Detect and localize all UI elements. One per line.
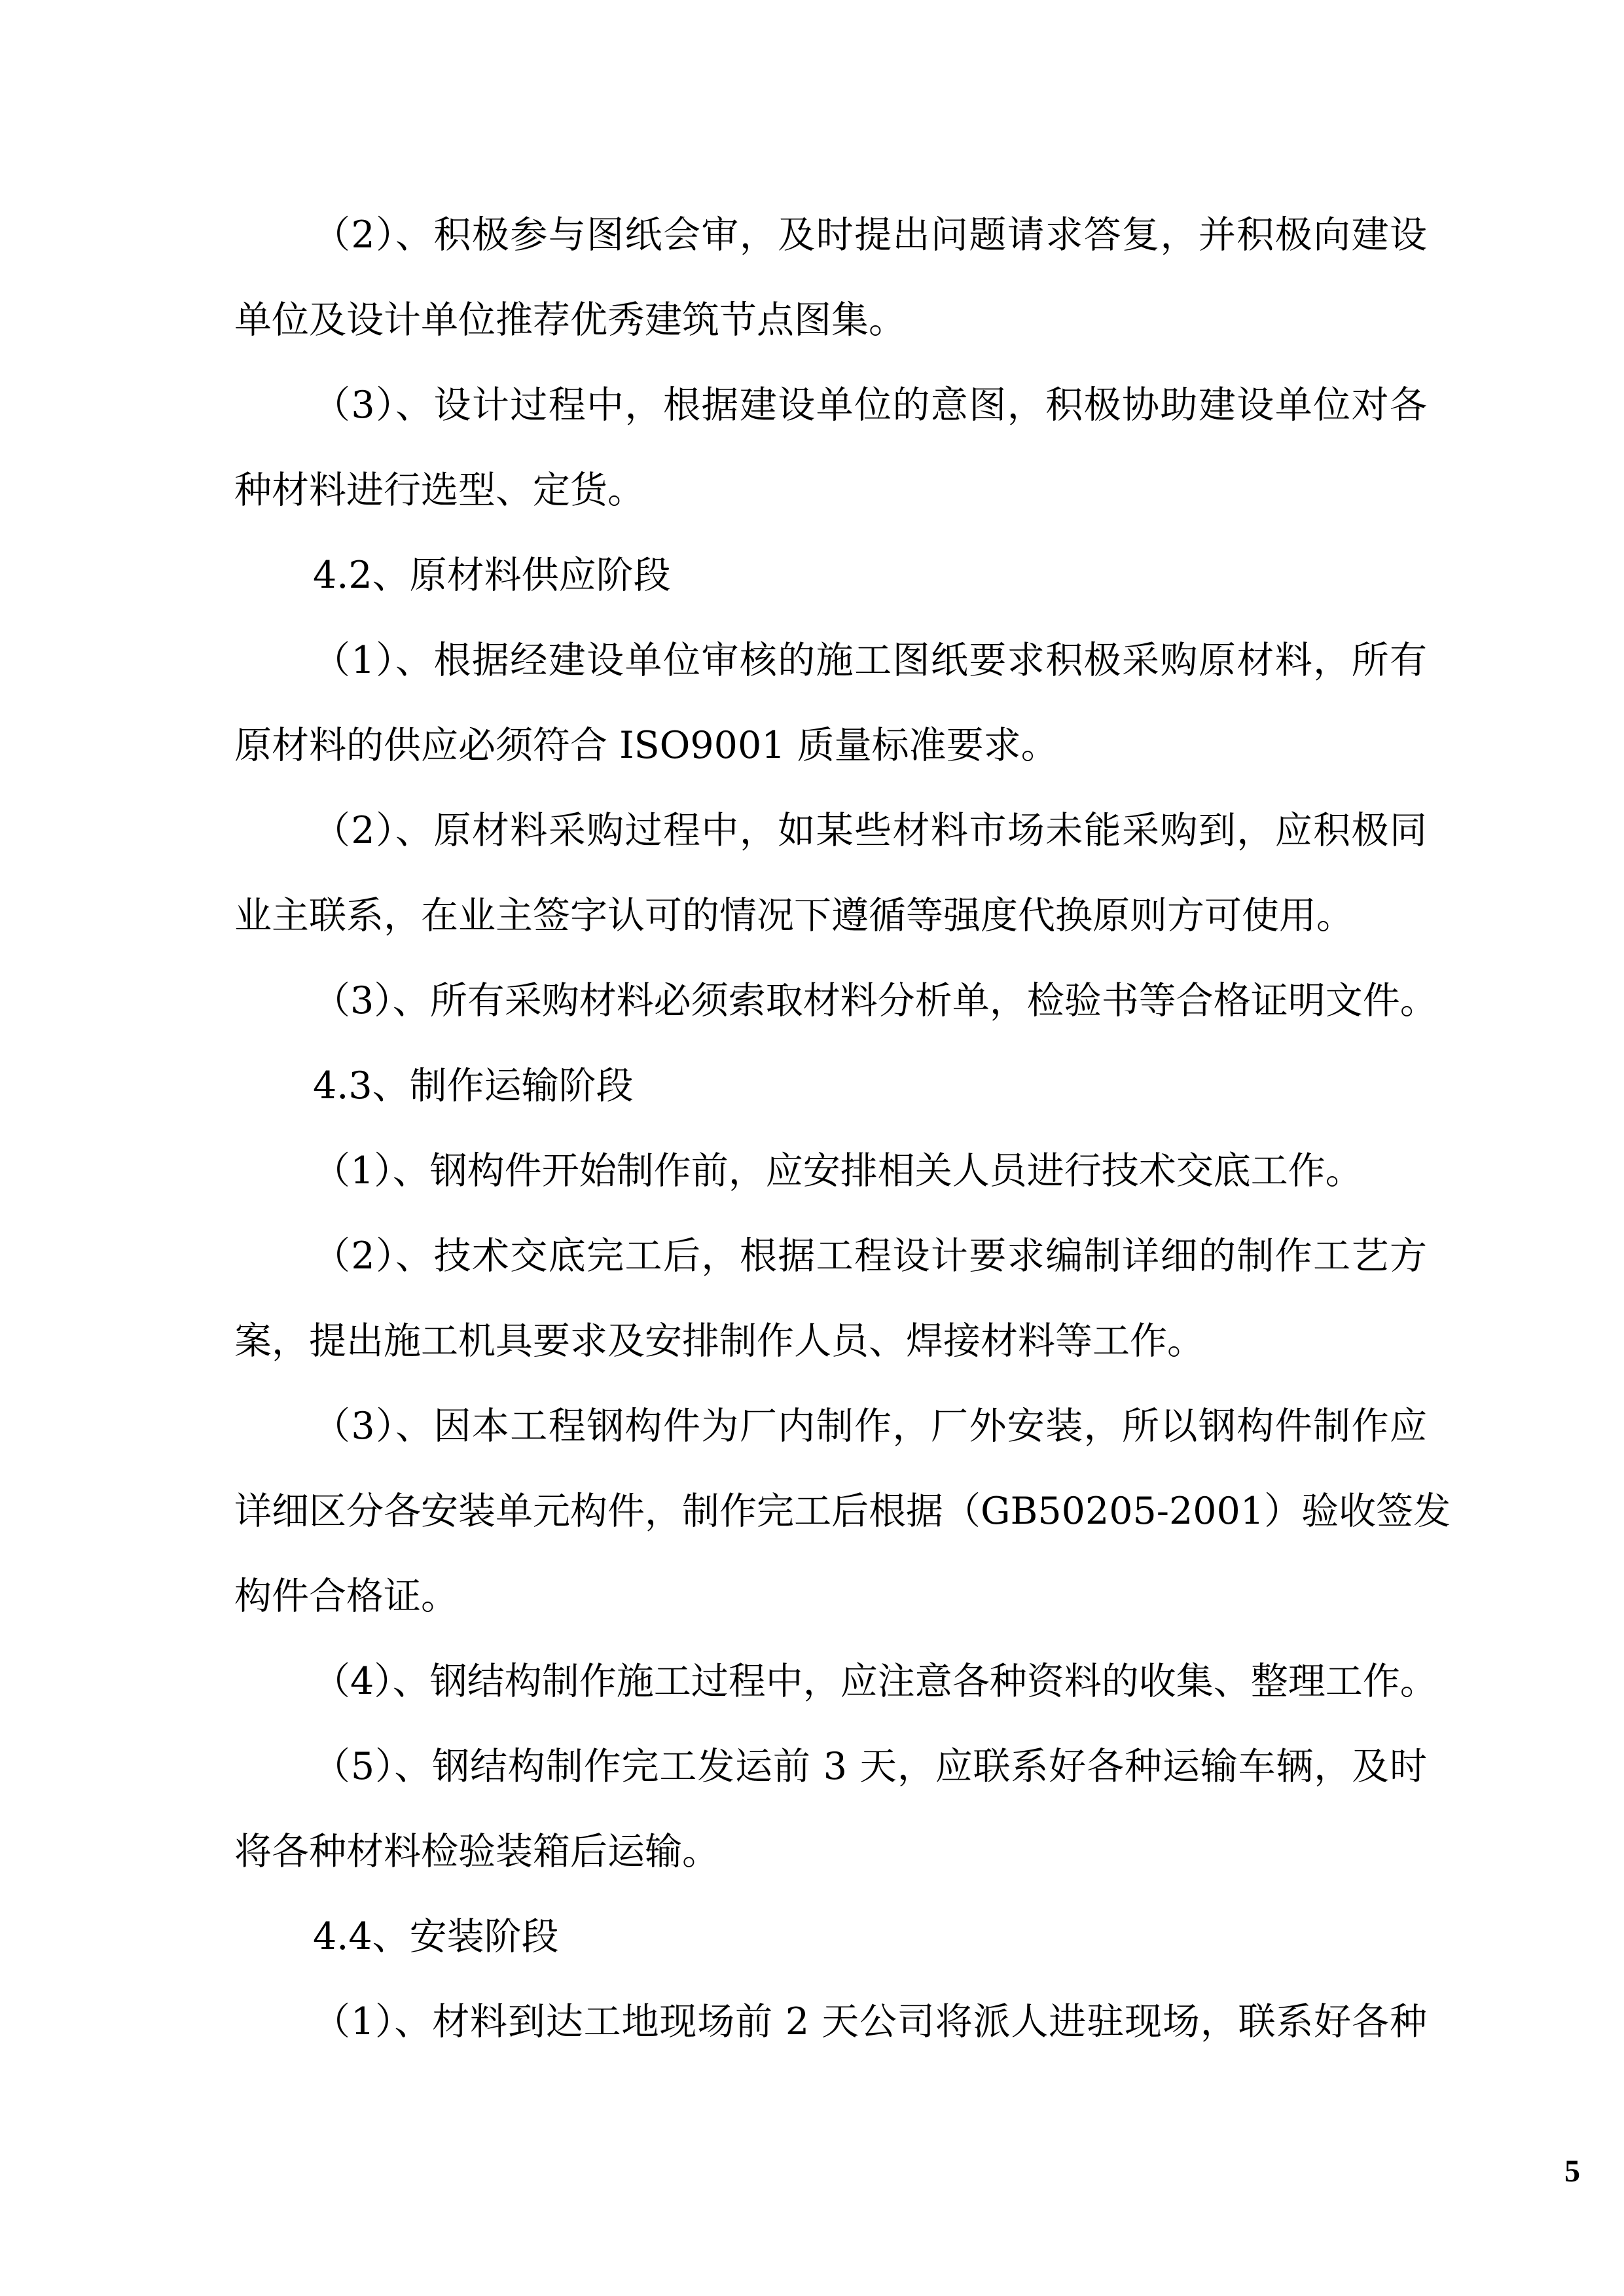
paragraph-line: 种材料进行选型、定货。 (234, 469, 645, 512)
paragraph-first-line: （4）、钢结构制作施工过程中，应注意各种资料的收集、整理工作。 (313, 1660, 1437, 1703)
paragraph-line: 将各种材料检验装箱后运输。 (234, 1830, 719, 1873)
paragraph-first-line: （3）、因本工程钢构件为厂内制作，厂外安装，所以钢构件制作应 (313, 1405, 1427, 1448)
paragraph-first-line: （3）、所有采购材料必须索取材料分析单，检验书等合格证明文件。 (313, 979, 1437, 1022)
paragraph-line: 业主联系，在业主签字认可的情况下遵循等强度代换原则方可使用。 (234, 894, 1354, 937)
paragraph-first-line: （2）、技术交底完工后，根据工程设计要求编制详细的制作工艺方 (313, 1234, 1427, 1278)
page-number: 5 (1564, 2154, 1580, 2189)
paragraph-line: 单位及设计单位推荐优秀建筑节点图集。 (234, 298, 906, 342)
paragraph-line: 案，提出施工机具要求及安排制作人员、焊接材料等工作。 (234, 1319, 1204, 1363)
paragraph-first-line: 4.2、原材料供应阶段 (313, 554, 671, 597)
paragraph-first-line: （1）、钢构件开始制作前，应安排相关人员进行技术交底工作。 (313, 1149, 1363, 1193)
paragraph-line: 原材料的供应必须符合 ISO9001 质量标准要求。 (234, 724, 1058, 767)
paragraph-first-line: （1）、根据经建设单位审核的施工图纸要求积极采购原材料，所有 (313, 639, 1427, 682)
paragraph-first-line: （2）、积极参与图纸会审，及时提出问题请求答复，并积极向建设 (313, 213, 1427, 257)
paragraph-first-line: 4.3、制作运输阶段 (313, 1064, 634, 1107)
paragraph-first-line: （5）、钢结构制作完工发运前 3 天，应联系好各种运输车辆，及时 (313, 1745, 1427, 1788)
paragraph-line: 构件合格证。 (234, 1575, 458, 1618)
paragraph-first-line: （3）、设计过程中，根据建设单位的意图，积极协助建设单位对各 (313, 384, 1427, 427)
paragraph-first-line: 4.4、安装阶段 (313, 1915, 559, 1958)
paragraph-first-line: （2）、原材料采购过程中，如某些材料市场未能采购到，应积极同 (313, 809, 1427, 852)
paragraph-line: 详细区分各安装单元构件，制作完工后根据（GB50205-2001）验收签发 (234, 1490, 1451, 1533)
paragraph-first-line: （1）、材料到达工地现场前 2 天公司将派人进驻现场，联系好各种 (313, 2000, 1427, 2043)
